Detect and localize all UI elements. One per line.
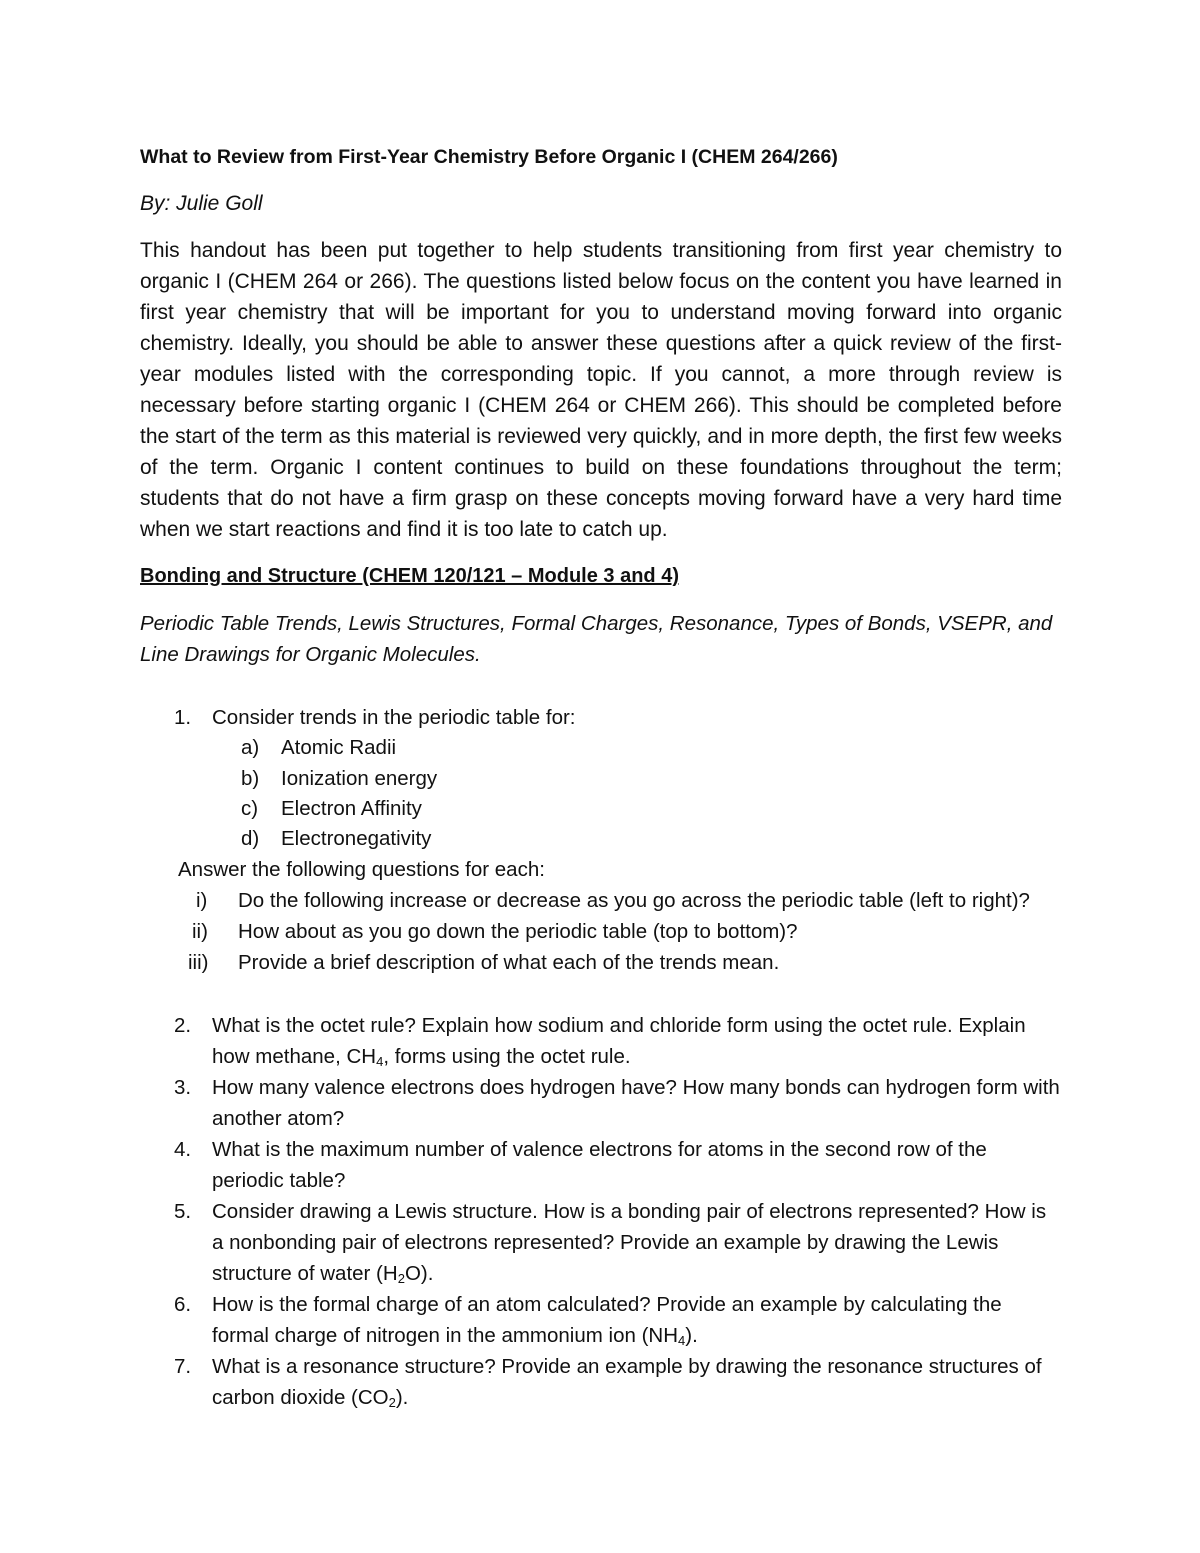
list-item-text: Atomic Radii: [281, 736, 397, 759]
list-item-text: Ionization energy: [281, 767, 438, 790]
section-heading: Bonding and Structure (CHEM 120/121 – Module 3 and 4): [140, 565, 679, 587]
question-6: [140, 1289, 1062, 1351]
question-1: [140, 702, 1062, 733]
question-5: [140, 1196, 1062, 1289]
list-item-text: Electron Affinity: [281, 797, 422, 820]
question-text: How many valence electrons does hydrogen have? How many bonds can hydrogen form with another atom?: [212, 1076, 1060, 1130]
document-author: By: Julie Goll: [140, 192, 263, 215]
list-item-label: d): [241, 827, 260, 850]
sub-question-label: i): [196, 889, 208, 912]
question-text: What is the octet rule? Explain how sodium and chloride form using the octet rule. Explain how methane, $CH_4$, forms using the octet rule.: [212, 1014, 1026, 1069]
question-number: 2.: [174, 1014, 192, 1037]
question-number: 3.: [174, 1076, 192, 1099]
document-page: [140, 0, 1062, 1553]
sub-question-label: ii): [192, 920, 208, 943]
question-text: What is the maximum number of valence electrons for atoms in the second row of the periodic table?: [212, 1138, 987, 1192]
question-text: Consider drawing a Lewis structure. How is a bonding pair of electrons represented? How is a nonbonding pair of electrons represented? Provide an example by drawing the Lewis structure of water $(H_2O)$.: [212, 1200, 1047, 1286]
question-4: [140, 1134, 1062, 1196]
sub-question-text: Do the following increase or decrease as you go across the periodic table (left to right)?: [238, 889, 1030, 912]
sub-question-text: Provide a brief description of what each of the trends mean.: [238, 951, 780, 974]
answer-intro: Answer the following questions for each:: [178, 858, 545, 881]
list-item-label: b): [241, 767, 260, 790]
intro-paragraph: This handout has been put together to help students transitioning from first year chemistry to organic I (CHEM 264 or 266). The questions listed below focus on the content you have learned in first year chemistry that will be important for you to understand moving forward into organic chemistry. Ideally, you should be able to answer these questions after a quick review of the first-year modules listed with the corresponding topic. If you cannot, a more through review is necessary before starting organic I (CHEM 264 or CHEM 266). This should be completed before the start of the term as this material is reviewed very quickly, and in more depth, the first few weeks of the term. Organic I content continues to build on these foundations throughout the term; students that do not have a firm grasp on these concepts moving forward have a very hard time when we start reactions and find it is too late to catch up.: [140, 239, 1062, 541]
sub-question-text: How about as you go down the periodic table (top to bottom)?: [238, 920, 798, 943]
section-topics: Periodic Table Trends, Lewis Structures, Formal Charges, Resonance, Types of Bonds, VSEPR, and Line Drawings for Organic Molecules.: [140, 612, 1053, 666]
question-7: [140, 1351, 1062, 1413]
question-text: Consider trends in the periodic table for:: [212, 706, 576, 729]
document-title: What to Review from First-Year Chemistry Before Organic I (CHEM 264/266): [140, 146, 838, 168]
list-item-text: Electronegativity: [281, 827, 432, 850]
question-text: How is the formal charge of an atom calculated? Provide an example by calculating the formal charge of nitrogen in the ammonium ion $(NH_4)$.: [212, 1293, 1002, 1348]
question-number: 4.: [174, 1138, 192, 1161]
question-number: 6.: [174, 1293, 192, 1316]
sub-question-label: iii): [188, 951, 209, 974]
question-number: 7.: [174, 1355, 192, 1378]
question-3: [140, 1072, 1062, 1134]
question-number: 1.: [174, 706, 192, 729]
question-text: What is a resonance structure? Provide an example by drawing the resonance structures of carbon dioxide $(CO_2)$.: [212, 1355, 1042, 1410]
list-item-label: a): [241, 736, 260, 759]
question-2: [140, 1010, 1062, 1072]
list-item-label: c): [241, 797, 259, 820]
question-number: 5.: [174, 1200, 192, 1223]
